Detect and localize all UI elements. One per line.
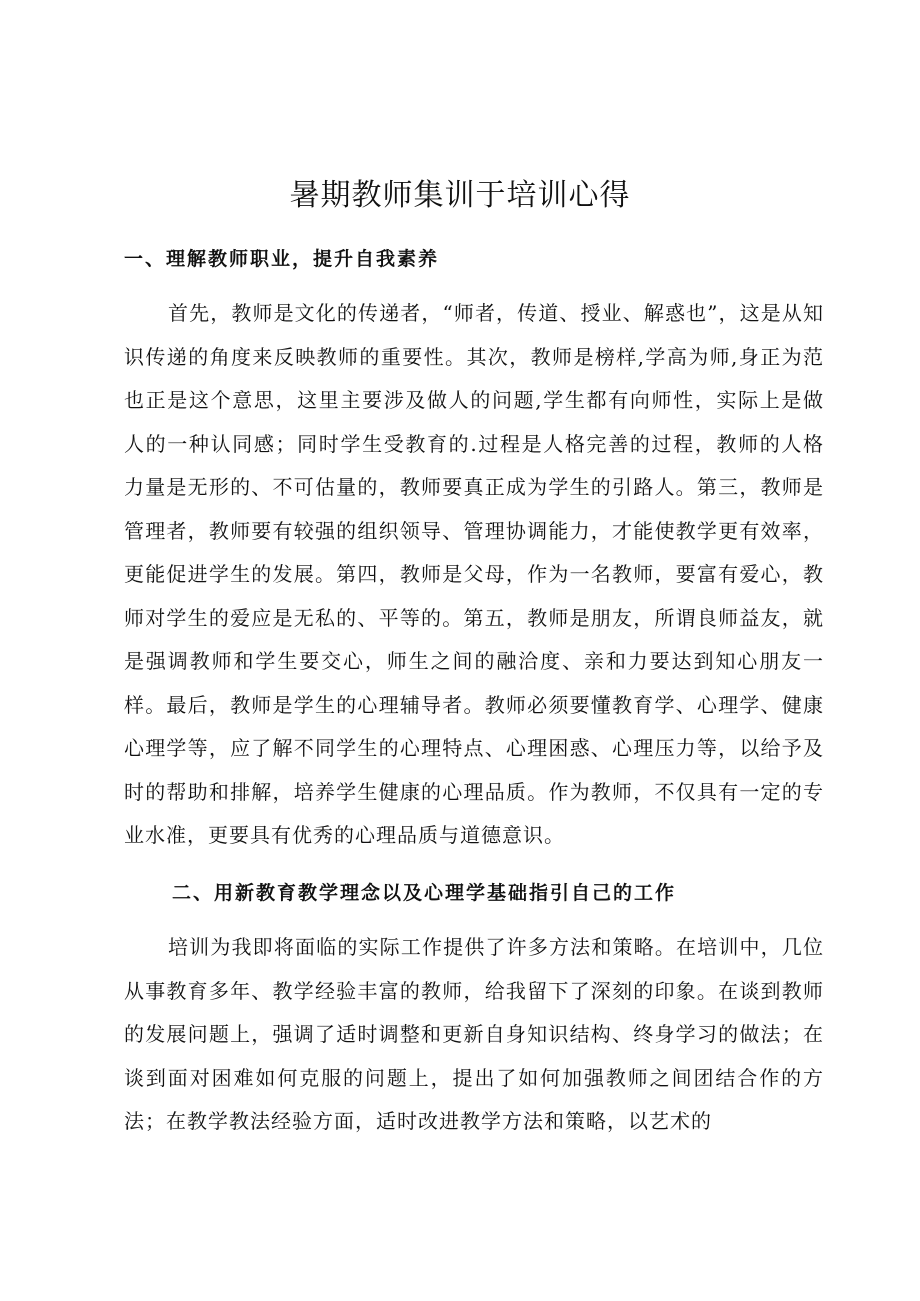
- section-paragraph-1: 首先，教师是文化的传递者，“师者，传道、授业、解惑也”，这是从知识传递的角度来反映教师的重要性。其次，教师是榜样,学高为师,身正为范也正是这个意思，这里主要涉及做人的问题,学生都有向师性，实际上是做人的一种认同感；同时学生受教育的.过程是人格完善的过程，教师的人格力量是无形的、不可估量的，教师要真正成为学生的引路人。第三，教师是管理者，教师要有较强的组织领导、管理协调能力，才能使教学更有效率，更能促进学生的发展。第四，教师是父母，作为一名教师，要富有爱心，教师对学生的爱应是无私的、平等的。第五，教师是朋友，所谓良师益友，就是强调教师和学生要交心，师生之间的融洽度、亲和力要达到知心朋友一样。最后，教师是学生的心理辅导者。教师必须要懂教育学、心理学、健康心理学等，应了解不同学生的心理特点、心理困惑、心理压力等，以给予及时的帮助和排解，培养学生健康的心理品质。作为教师，不仅具有一定的专业水准，更要具有优秀的心理品质与道德意识。: [124, 301, 824, 847]
- section-heading-1: 一、理解教师职业，提升自我素养: [124, 248, 440, 270]
- section-paragraph-2: 培训为我即将面临的实际工作提供了许多方法和策略。在培训中，几位从事教育多年、教学经验丰富的教师，给我留下了深刻的印象。在谈到教师的发展问题上，强调了适时调整和更新自身知识结构、终身学习的做法；在谈到面对困难如何克服的问题上，提出了如何加强教师之间团结合作的方法；在教学教法经验方面，适时改进教学方法和策略，以艺术的: [124, 935, 824, 1133]
- document-title: 暑期教师集训于培训心得: [289, 178, 631, 213]
- section-heading-2: 二、用新教育教学理念以及心理学基础指引自己的工作: [172, 882, 677, 904]
